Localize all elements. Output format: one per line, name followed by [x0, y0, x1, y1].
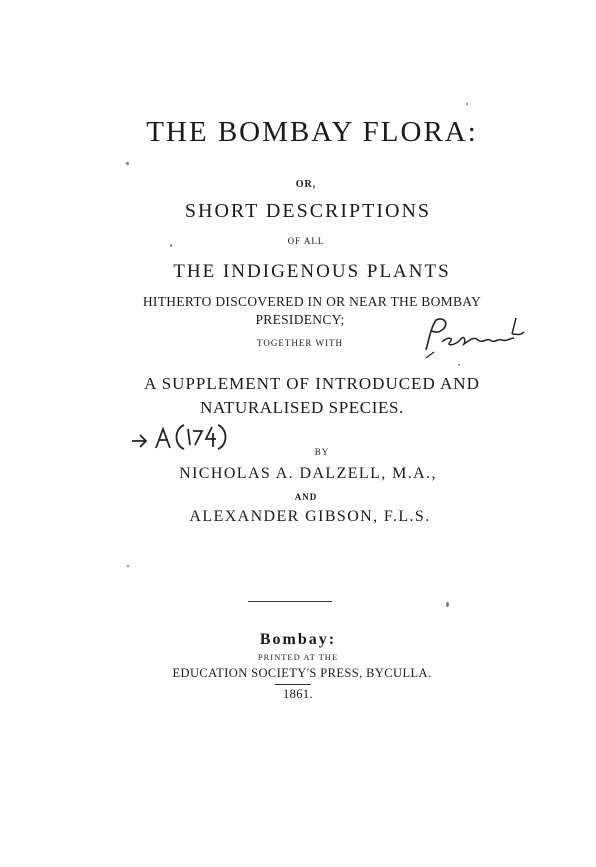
book-subtitle: SHORT DESCRIPTIONS — [184, 200, 432, 222]
together-with-text: TOGETHER WITH — [257, 338, 343, 348]
publication-year: 1861. — [282, 687, 314, 701]
or-connector: OR, — [295, 179, 317, 190]
printer-text: EDUCATION SOCIETY'S PRESS, BYCULLA. — [172, 666, 432, 680]
indigenous-plants-text: THE INDIGENOUS PLANTS — [173, 261, 451, 282]
naturalised-text: NATURALISED SPECIES. — [200, 398, 404, 417]
author-dalzell: NICHOLAS A. DALZELL, M.A., — [179, 465, 437, 482]
shelfmark-handwriting — [130, 415, 240, 455]
year-rule — [275, 684, 311, 685]
scan-speck — [458, 364, 460, 366]
of-all-text: OF ALL — [287, 236, 325, 246]
signature-handwriting — [420, 312, 530, 360]
scan-speck — [127, 565, 129, 567]
book-title: THE BOMBAY FLORA: — [146, 116, 478, 148]
printed-at-text: PRINTED AT THE — [257, 652, 339, 662]
scan-speck — [466, 103, 468, 105]
divider-rule — [248, 601, 332, 602]
scan-speck — [446, 602, 449, 607]
presidency-text: PRESIDENCY; — [255, 312, 345, 327]
by-text: BY — [314, 447, 330, 457]
hitherto-text: HITHERTO DISCOVERED IN OR NEAR THE BOMBAY — [142, 294, 482, 309]
author-gibson: ALEXANDER GIBSON, F.L.S. — [189, 508, 431, 525]
supplement-text: A SUPPLEMENT OF INTRODUCED AND — [144, 374, 480, 393]
imprint-place: Bombay: — [259, 631, 337, 648]
and-text: AND — [294, 492, 318, 502]
scan-speck — [126, 162, 129, 165]
scan-speck — [170, 244, 172, 247]
